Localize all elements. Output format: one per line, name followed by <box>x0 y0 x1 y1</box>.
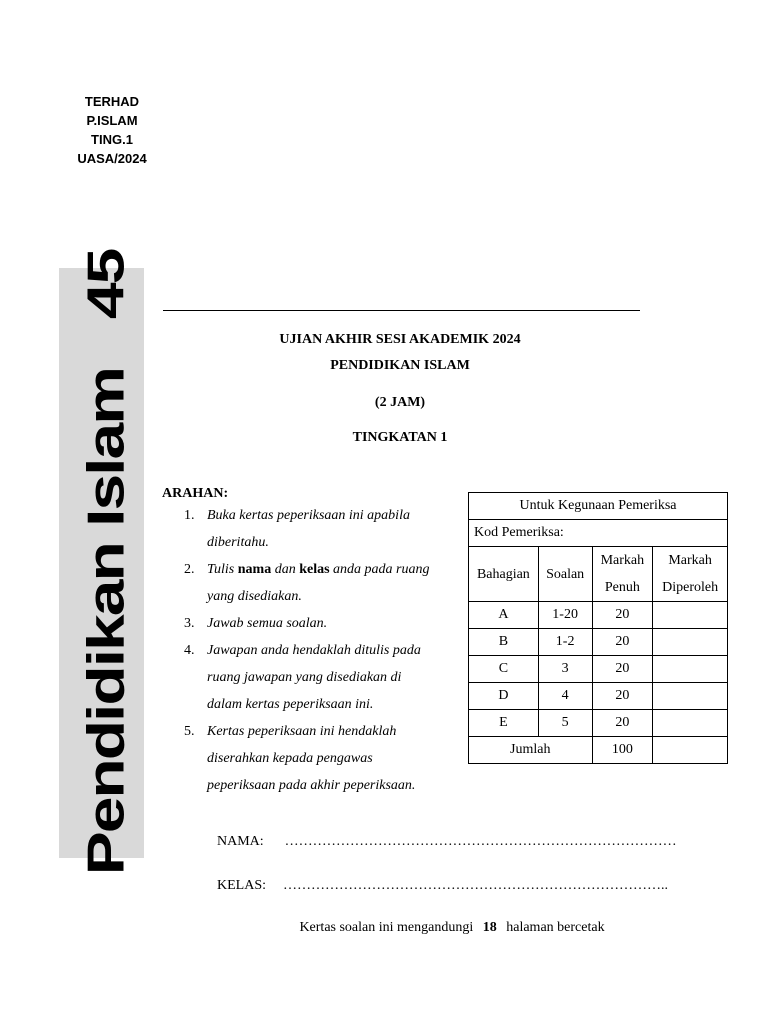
form-level: TINGKATAN 1 <box>352 430 448 445</box>
class-field[interactable] <box>217 878 668 894</box>
classification-label: TERHAD <box>84 94 140 109</box>
instruction-item: 5. Kertas peperiksaan ini hendaklah diserahkan kepada pengawas peperiksaan pada akhir peperiksaan. <box>184 724 416 793</box>
exam-title: UJIAN AKHIR SESI AKADEMIK 2024 <box>279 332 521 347</box>
instruction-item: 3. Jawab semua soalan. <box>184 616 328 631</box>
spine-label: Pendidikan Islam 45 <box>76 249 134 876</box>
header-section: Bahagian <box>469 547 539 602</box>
examiner-marks-table <box>468 492 728 764</box>
title-divider <box>163 310 640 311</box>
subject-code: P.ISLAM <box>86 113 138 128</box>
obtained-mark-cell[interactable] <box>653 683 728 710</box>
table-row: B 1-2 20 <box>469 629 728 656</box>
restricted-code-block <box>62 92 162 168</box>
obtained-mark-cell[interactable] <box>653 629 728 656</box>
table-row: C 3 20 <box>469 656 728 683</box>
instructions-heading: ARAHAN: <box>162 486 229 501</box>
subject-title: PENDIDIKAN ISLAM <box>330 358 470 373</box>
header-obtained-marks: Markah Diperoleh <box>653 547 728 602</box>
table-row: D 4 20 <box>469 683 728 710</box>
class-label: KELAS: <box>217 878 266 893</box>
examiner-code-field[interactable]: Kod Pemeriksa: <box>469 520 728 547</box>
obtained-mark-cell[interactable] <box>653 656 728 683</box>
name-field[interactable] <box>217 834 677 850</box>
obtained-mark-cell[interactable] <box>653 602 728 629</box>
total-label: Jumlah <box>469 737 593 764</box>
name-label: NAMA: <box>217 834 264 849</box>
total-row <box>469 737 728 764</box>
instruction-item: 4. Jawapan anda hendaklah ditulis pada ruang jawapan yang disediakan di dalam kertas peperiksaan ini. <box>184 643 421 712</box>
total-obtained-cell[interactable] <box>653 737 728 764</box>
page-count-note: Kertas soalan ini mengandungi 18 halaman bercetak <box>299 920 605 935</box>
instructions-list <box>176 502 456 799</box>
instruction-item: 1. Buka kertas peperiksaan ini apabila diberitahu. <box>184 508 410 550</box>
duration: (2 JAM) <box>374 395 426 410</box>
name-dotted-line: ………………………………………………………………………… <box>284 834 677 849</box>
header-full-marks: Markah Penuh <box>592 547 653 602</box>
class-dotted-line: ……………………………………………………………………….. <box>283 878 668 893</box>
subject-spine-banner <box>59 249 144 876</box>
obtained-mark-cell[interactable] <box>653 710 728 737</box>
page-count: 18 <box>482 920 497 935</box>
table-row: E 5 20 <box>469 710 728 737</box>
form-code: TING.1 <box>91 132 133 147</box>
instruction-item: 2. Tulis nama dan kelas anda pada ruang yang disediakan. <box>184 562 430 604</box>
table-row: A 1-20 20 <box>469 602 728 629</box>
exam-code: UASA/2024 <box>77 151 147 166</box>
examiner-table-title: Untuk Kegunaan Pemeriksa <box>469 493 728 520</box>
total-full-marks: 100 <box>592 737 653 764</box>
header-questions: Soalan <box>538 547 592 602</box>
